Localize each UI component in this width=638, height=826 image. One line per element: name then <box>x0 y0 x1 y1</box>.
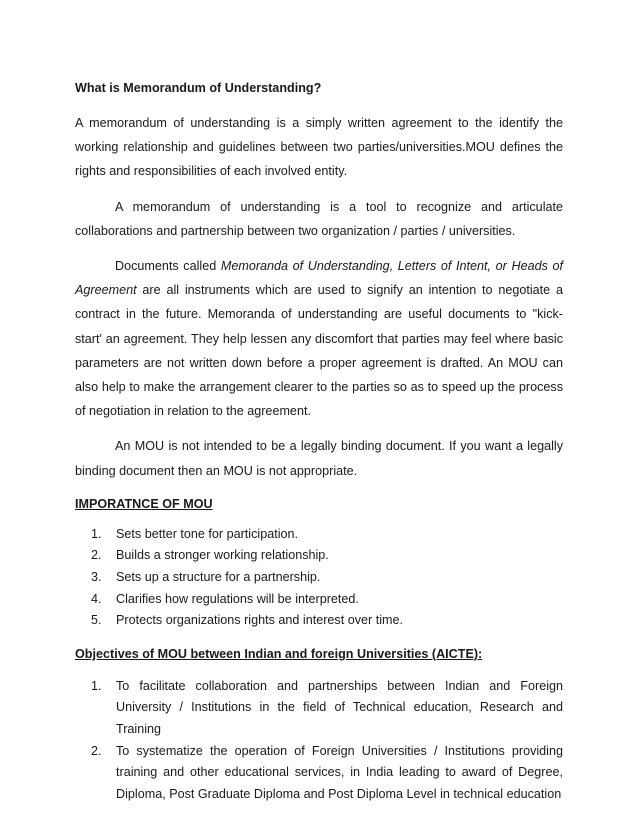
list-item-text: Sets better tone for participation. <box>116 526 299 541</box>
paragraph-instruments-italic: Memoranda of Understanding, Letters of Intent, or Heads of Agreement <box>75 259 563 298</box>
list-item <box>75 610 563 632</box>
importance-list <box>75 524 563 632</box>
list-item-number: 3. <box>91 570 102 585</box>
list-item-text: To systematize the operation of Foreign Universities / Institutions providing training and other educational services, in India leading to award of Degree, Diploma, Post Graduate Diploma and Post Diploma Level in technical education <box>116 743 563 801</box>
paragraph-instruments <box>75 254 563 423</box>
list-item <box>75 567 563 589</box>
list-item-number: 5. <box>91 613 102 628</box>
list-item <box>75 676 563 741</box>
list-item-text: To facilitate collaboration and partnerships between Indian and Foreign University / Institutions in the field of Technical education, Research and Training <box>116 678 563 736</box>
paragraph-instruments-lead: Documents called <box>115 259 221 274</box>
objectives-list <box>75 676 563 806</box>
list-item <box>75 524 563 546</box>
paragraph-instruments-rest: are all instruments which are used to signify an intention to negotiate a contract in the future. Memoranda of understanding are useful documents to "kick- start' an agreement. They help lessen any discomfort that parties may feel where basic parameters are not written down before a proper agreement is drafted. An MOU can also help to make the arrangement clearer to the parties so as to speed up the process of negotiation in relation to the agreement. <box>75 283 563 419</box>
list-item-number: 2. <box>91 743 102 758</box>
paragraph-not-binding: An MOU is not intended to be a legally binding document. If you want a legally binding document then an MOU is not appropriate. <box>75 439 563 478</box>
page-title: What is Memorandum of Understanding? <box>75 81 322 95</box>
list-item-number: 2. <box>91 548 102 563</box>
importance-heading: IMPORATNCE OF MOU <box>75 496 213 511</box>
paragraph-definition: A memorandum of understanding is a simply written agreement to the identify the working relationship and guidelines between two parties/universities.MOU defines the rights and responsibilities of each involved entity. <box>75 116 563 179</box>
paragraph-tool: A memorandum of understanding is a tool to recognize and articulate collaborations and partnership between two organization / parties / universities. <box>75 199 563 238</box>
list-item-text: Clarifies how regulations will be interpreted. <box>116 591 359 606</box>
list-item <box>75 741 563 806</box>
list-item-text: Builds a stronger working relationship. <box>116 548 329 563</box>
list-item <box>75 545 563 567</box>
document-page <box>75 79 563 805</box>
list-item-number: 4. <box>91 591 102 606</box>
list-item-text: Sets up a structure for a partnership. <box>116 570 321 585</box>
list-item-number: 1. <box>91 526 102 541</box>
objectives-heading: Objectives of MOU between Indian and foreign Universities (AICTE): <box>75 646 483 661</box>
list-item-text: Protects organizations rights and interest over time. <box>116 613 403 628</box>
list-item <box>75 589 563 611</box>
list-item-number: 1. <box>91 678 102 693</box>
